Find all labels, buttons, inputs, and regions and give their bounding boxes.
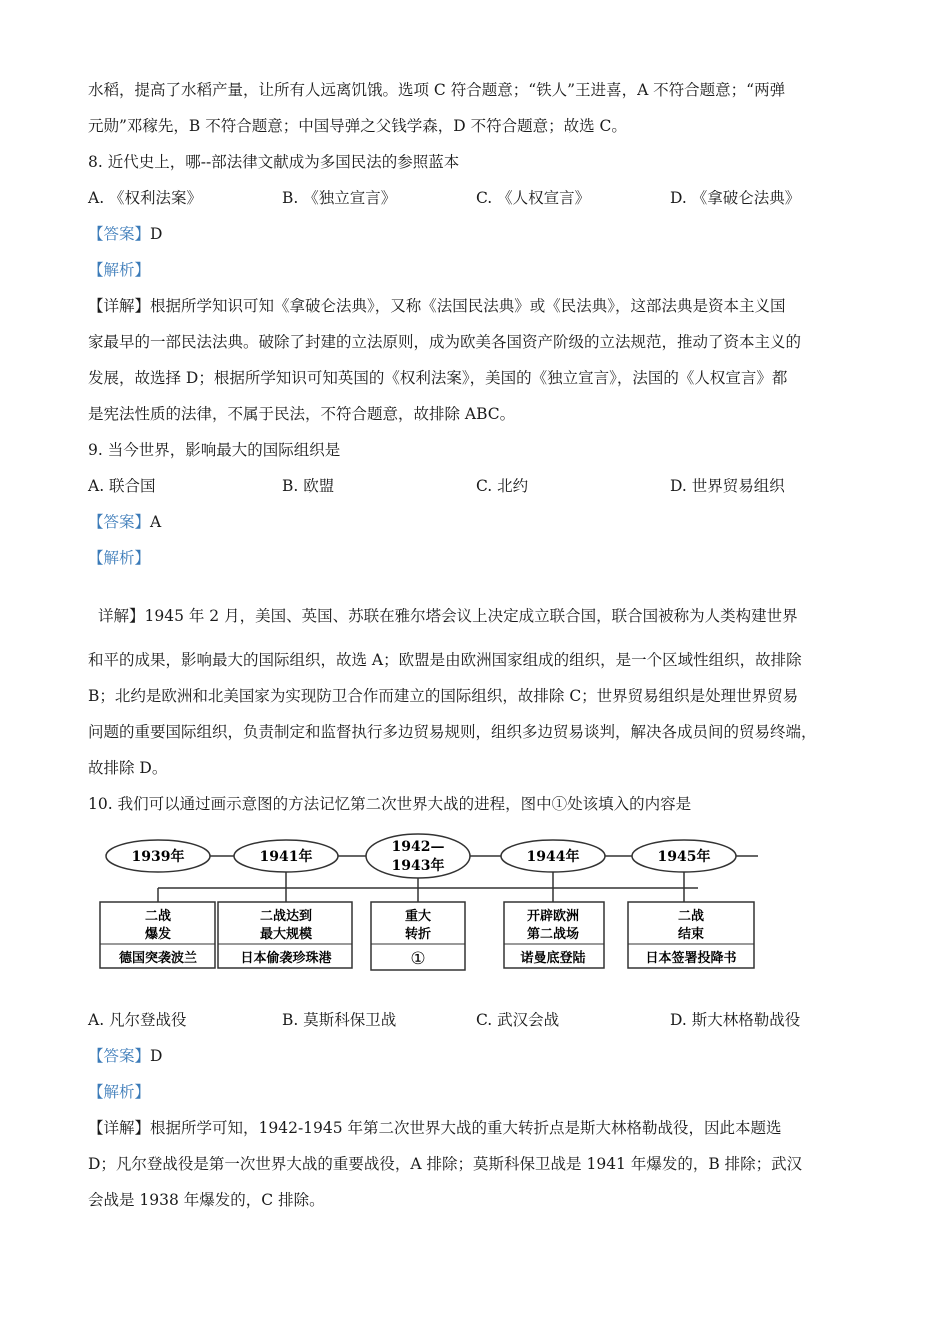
q9-option-d: D. 世界贸易组织 (670, 477, 785, 495)
q8-question: 8. 近代史上，哪--部法律文献成为多国民法的参照蓝本 (88, 153, 460, 171)
q10-analysis-label: 【解析】 (88, 1083, 151, 1101)
event-box-1945 (628, 902, 754, 968)
answer-label: 【答案】 (88, 1047, 151, 1065)
q8-answer (88, 216, 878, 252)
svg-text:开辟欧洲: 开辟欧洲 (526, 909, 580, 924)
answer-value: D (150, 1047, 163, 1065)
q10-option-b: B. 莫斯科保卫战 (282, 1011, 397, 1029)
q8-option-b: B. 《独立宣言》 (282, 189, 397, 207)
svg-text:重大: 重大 (404, 909, 432, 924)
q8-detail-line: 发展，故选择 D；根据所学知识可知英国的《权利法案》，美国的《独立宣言》，法国的《人权宣言》都 (88, 369, 788, 387)
event-box-1942 (371, 902, 465, 970)
svg-text:日本签署投降书: 日本签署投降书 (645, 951, 737, 966)
svg-text:爆发: 爆发 (144, 927, 172, 942)
q9-detail-line: 故排除 D。 (88, 759, 168, 777)
year-label: 1941年 (259, 849, 313, 865)
answer-value: A (150, 513, 162, 531)
q8-option-a: A. 《权利法案》 (88, 189, 203, 207)
answer-value: D (150, 225, 163, 243)
q10-detail-line: 会战是 1938 年爆发的，C 排除。 (88, 1191, 325, 1209)
q8-analysis-label: 【解析】 (88, 261, 151, 279)
year-label: 1944年 (526, 849, 580, 865)
q9-option-c: C. 北约 (476, 477, 529, 495)
ww2-timeline-diagram (88, 826, 878, 988)
svg-text:结束: 结束 (677, 927, 705, 942)
svg-text:二战达到: 二战达到 (259, 909, 313, 924)
q10-question: 10. 我们可以通过画示意图的方法记忆第二次世界大战的进程，图中①处该填入的内容是 (88, 795, 692, 813)
q8-detail-line: 家最早的一部民法法典。破除了封建的立法原则，成为欧美各国资产阶级的立法规范，推动了资本主义的 (88, 333, 802, 351)
q10-detail-line: D；凡尔登战役是第一次世界大战的重要战役，A 排除；莫斯科保卫战是 1941 年爆发的，B 排除；武汉 (88, 1155, 803, 1173)
q9-detail-line: 详解】1945 年 2 月，美国、英国、苏联在雅尔塔会议上决定成立联合国，联合国被称为人类构建世界 (98, 607, 798, 625)
q8-option-c: C. 《人权宣言》 (476, 189, 591, 207)
q8-options (88, 180, 878, 216)
q8-detail-line: 【详解】根据所学知识可知《拿破仑法典》，又称《法国民法典》或《民法典》，这部法典是资本主义国 (88, 297, 786, 315)
q9-question: 9. 当今世界，影响最大的国际组织是 (88, 441, 341, 459)
event-box-1939 (100, 902, 215, 968)
q9-options (88, 468, 878, 504)
document-page (88, 72, 878, 1218)
q10-answer (88, 1038, 878, 1074)
q10-option-c: C. 武汉会战 (476, 1011, 560, 1029)
svg-text:最大规模: 最大规模 (259, 927, 313, 942)
q9-analysis-label: 【解析】 (88, 549, 151, 567)
svg-text:第二战场: 第二战场 (526, 927, 580, 942)
q7-explanation-line: 水稻，提高了水稻产量，让所有人远离饥饿。选项 C 符合题意；“铁人”王进喜，A 不符合题意；“两弹 (88, 81, 786, 99)
svg-text:二战: 二战 (677, 909, 705, 924)
year-label: 1943年 (391, 858, 445, 874)
answer-label: 【答案】 (88, 513, 151, 531)
q8-detail-line: 是宪法性质的法律，不属于民法，不符合题意，故排除 ABC。 (88, 405, 516, 423)
year-label: 1945年 (657, 849, 711, 865)
answer-label: 【答案】 (88, 225, 151, 243)
year-label: 1942— (391, 839, 445, 855)
q9-detail-line: B；北约是欧洲和北美国家为实现防卫合作而建立的国际组织，故排除 C；世界贸易组织是处理世界贸易 (88, 687, 799, 705)
q7-explanation-line: 元勋”邓稼先，B 不符合题意；中国导弹之父钱学森，D 不符合题意；故选 C。 (88, 117, 627, 135)
q10-detail-line: 【详解】根据所学可知，1942-1945 年第二次世界大战的重大转折点是斯大林格勒战役，因此本题选 (88, 1119, 782, 1137)
q9-option-b: B. 欧盟 (282, 477, 335, 495)
event-box-1941 (218, 902, 352, 968)
svg-text:德国突袭波兰: 德国突袭波兰 (118, 951, 198, 966)
event-box-1944 (504, 902, 604, 968)
q10-option-d: D. 斯大林格勒战役 (670, 1011, 801, 1029)
q10-option-a: A. 凡尔登战役 (88, 1011, 187, 1029)
timeline-svg (98, 826, 778, 988)
svg-text:转折: 转折 (404, 927, 432, 942)
q9-option-a: A. 联合国 (88, 477, 156, 495)
year-label: 1939年 (131, 849, 185, 865)
q9-detail-line: 和平的成果，影响最大的国际组织，故选 A；欧盟是由欧洲国家组成的组织，是一个区域性组织，故排除 (88, 651, 802, 669)
svg-text:日本偷袭珍珠港: 日本偷袭珍珠港 (240, 951, 332, 966)
svg-text:诺曼底登陆: 诺曼底登陆 (520, 951, 586, 966)
q8-option-d: D. 《拿破仑法典》 (670, 189, 801, 207)
svg-text:二战: 二战 (144, 909, 172, 924)
blank-marker: ① (410, 949, 426, 969)
q9-detail-line: 问题的重要国际组织，负责制定和监督执行多边贸易规则，组织多边贸易谈判，解决各成员间的贸易终端， (88, 723, 817, 741)
q10-options (88, 1002, 878, 1038)
q9-answer (88, 504, 878, 540)
